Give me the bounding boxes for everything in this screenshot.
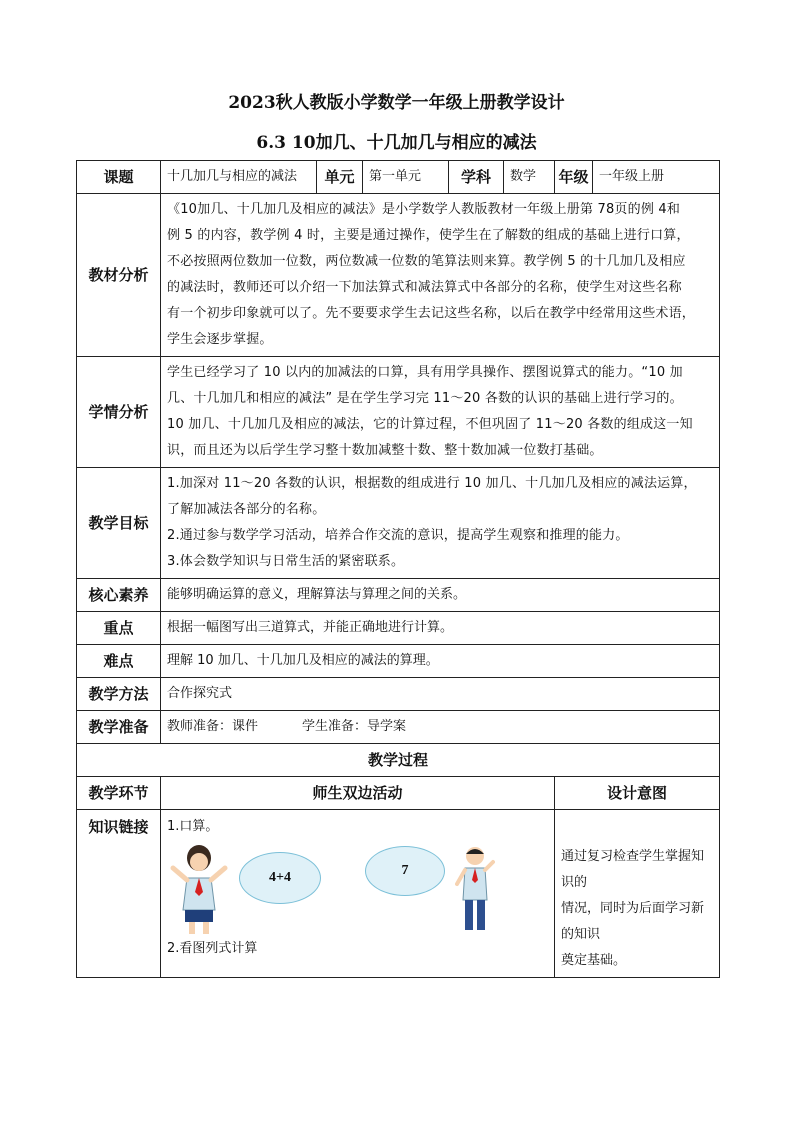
key-text: 根据一幅图写出三道算式，并能正确地进行计算。 xyxy=(161,612,720,645)
difficulty-text: 理解 10 加几、十几加几及相应的减法的算理。 xyxy=(161,645,720,678)
goals-text: 1.加深对 11～20 各数的认识，根据数的组成进行 10 加几、十几加几及相应的减法运算， 了解加减法各部分的名称。 2.通过参与数学学习活动，培养合作交流的意识，提高学生观察和推理的能力。 3.体会数学知识与日常生活的紧密联系。 xyxy=(161,468,720,579)
core-row xyxy=(77,579,720,612)
stage-row xyxy=(77,810,720,978)
subject-value: 数学 xyxy=(504,161,555,194)
topic-label: 课题 xyxy=(77,161,161,194)
girl-illustration xyxy=(169,840,229,936)
lesson-title: 6.3 10加几、十几加几与相应的减法 xyxy=(256,133,537,153)
unit-value: 第一单元 xyxy=(363,161,449,194)
core-text: 能够明确运算的意义，理解算法与算理之间的关系。 xyxy=(161,579,720,612)
info-row xyxy=(77,161,720,194)
unit-label: 单元 xyxy=(317,161,363,194)
difficulty-row xyxy=(77,645,720,678)
oral-calc-illustration xyxy=(167,840,548,936)
lesson-plan-table xyxy=(76,160,720,978)
students-text: 学生已经学习了 10 以内的加减法的口算，具有用学具操作、摆图说算式的能力。“10 加 几、十几加几和相应的减法” 是在学生学习完 11～20 各数的认识的基础上进行学习的。 10 加几、十几加几及相应的减法，它的计算过程，不但巩固了 11～20 各数的组成这一知 识，而且还为以后学生学习整十数加减整十数、整十数加减一位数打基础。 xyxy=(161,357,720,468)
students-label: 学情分析 xyxy=(77,357,161,468)
prep-label: 教学准备 xyxy=(77,711,161,744)
cloud-expression: 4+4 xyxy=(239,852,321,904)
student-prep: 学生准备：导学案 xyxy=(302,719,407,734)
document-title: 2023秋人教版小学数学一年级上册教学设计 xyxy=(228,93,565,113)
stage-intent: 通过复习检查学生掌握知识的 情况，同时为后面学习新的知识 奠定基础。 xyxy=(555,810,720,978)
material-label: 教材分析 xyxy=(77,194,161,357)
teacher-prep: 教师准备：课件 xyxy=(167,719,259,734)
goals-label: 教学目标 xyxy=(77,468,161,579)
topic-value: 十几加几与相应的减法 xyxy=(161,161,317,194)
grade-value: 一年级上册 xyxy=(593,161,720,194)
material-text: 《10加几、十几加几及相应的减法》是小学数学人教版教材一年级上册第 78页的例 4和 例 5 的内容，教学例 4 时，主要是通过操作，使学生在了解数的组成的基础上进行口算， 不必按照两位数加一位数，两位数减一位数的笔算法则来算。教学例 5 的十几加几及相应 的减法时，教师还可以介绍一下加法算式和减法算式中各部分的名称，使学生对这些名称 有一个初步印象就可以了。先不要要求学生去记这些名称，以后在教学中经常用这些术语， 学生会逐步掌握。 xyxy=(161,194,720,357)
oral-calc-item: 1.口算。 xyxy=(167,819,219,834)
key-row xyxy=(77,612,720,645)
goals-row xyxy=(77,468,720,579)
core-label: 核心素养 xyxy=(77,579,161,612)
students-row xyxy=(77,357,720,468)
prep-text xyxy=(161,711,720,744)
col-stage-header: 教学环节 xyxy=(77,777,161,810)
stage-activity xyxy=(161,810,555,978)
stage-name: 知识链接 xyxy=(77,810,161,978)
col-activity-header: 师生双边活动 xyxy=(161,777,555,810)
difficulty-label: 难点 xyxy=(77,645,161,678)
cloud-answer: 7 xyxy=(365,846,445,896)
picture-calc-item: 2.看图列式计算 xyxy=(167,941,258,956)
process-title-row xyxy=(77,744,720,777)
prep-row xyxy=(77,711,720,744)
subject-label: 学科 xyxy=(449,161,504,194)
boy-illustration xyxy=(455,844,495,936)
process-header-row xyxy=(77,777,720,810)
method-text: 合作探究式 xyxy=(161,678,720,711)
process-title: 教学过程 xyxy=(77,744,720,777)
method-row xyxy=(77,678,720,711)
key-label: 重点 xyxy=(77,612,161,645)
method-label: 教学方法 xyxy=(77,678,161,711)
material-row xyxy=(77,194,720,357)
grade-label: 年级 xyxy=(555,161,593,194)
col-intent-header: 设计意图 xyxy=(555,777,720,810)
